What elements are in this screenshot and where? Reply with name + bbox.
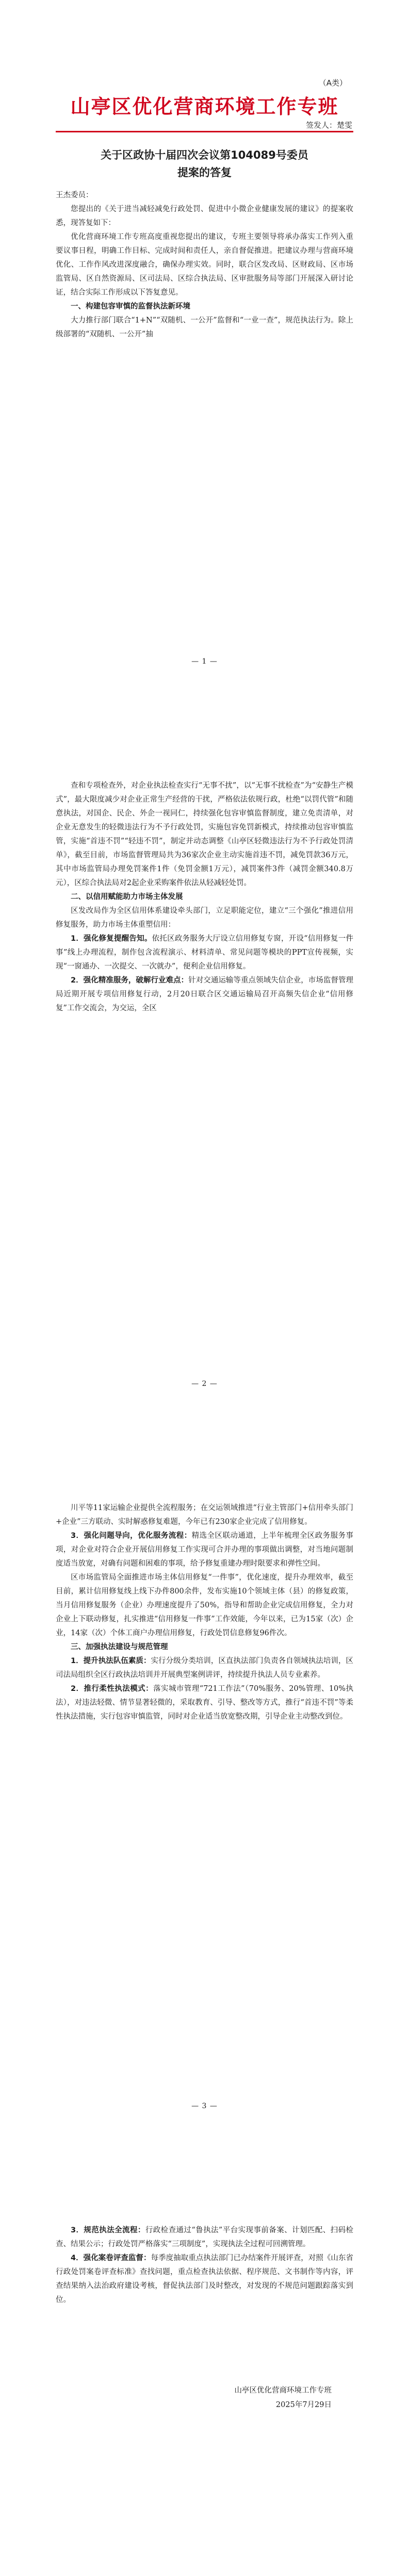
signature-block (235, 2383, 332, 2412)
page-number: — 1 — (191, 657, 218, 666)
list-item-body: 落实城市管理“721工作法”（70%服务、20%管理、10%执法），对违法轻微、情节显著轻微的，采取教育、引导、整改等方式，推行“首违不罚”等柔性执法措施，实行包容审慎监管，同时对企业适当放宽整改期，引导企业主动整改到位。 (56, 1685, 353, 1721)
document-page-2 (0, 722, 409, 1445)
paragraph: 区发改局作为全区信用体系建设牵头部门，立足职能定位，建立“三个强化”推进信用修复服务，助力市场主体重塑信用： (56, 907, 353, 929)
list-item (56, 974, 353, 1015)
list-item-title: 1．强化修复提醒告知。 (71, 935, 152, 943)
document-title-line-2: 提案的答复 (177, 166, 232, 179)
list-item-title: 3．规范执法全流程： (71, 2226, 145, 2234)
masthead-title: 山亭区优化营商环境工作专班 (70, 95, 339, 118)
list-item-body: 精选全区联动通道，上半年梳理全区政务服务事项，对企业对符合企业开展信用修复工作实现可合并办理的事项做出调整，对当地问题制度适当放宽，对确有问题和困难的事项，给予修复重建办理时限要求和弹性空间。 (56, 1532, 354, 1568)
paragraph: 区市场监管局全面推进市场主体信用修复“一件事”，优化速度，提升办理效率，截至目前，累计信用修复线上线下办件800余件，发布实施10个领域主体（县）的修复政策，当月信用修复服务（企业）办理速度提升了50%，指导和帮助企业完成信用修复，全力对企业上下联动修复，扎实推进“信用修复一件事”工作效能，今年以来，已为15家（次）企业，14家（次）个体工商户办理信用修复，行政处罚信息修复96件次。 (56, 1573, 353, 1637)
page-2-body (56, 779, 353, 1015)
paragraph: 川平等11家运输企业提供全流程服务；在交运领域推进“行业主管部门+信用牵头部门+企业”三方联动、实时解惑修复难题，今年已有230家企业完成了信用修复。 (56, 1504, 353, 1526)
list-item-title: 2．强化精准服务，破解行业难点： (71, 976, 189, 985)
list-item-body: 依托区政务服务大厅设立信用修复专窗，开设“信用修复一件事”线上办理流程，制作包含流程演示、材料清单、常见问题等模块的PPT宣传视频，实现“一窗通办、一次提交、一次就办”，便利企业信用修复。 (56, 935, 353, 971)
list-item-body: 针对交通运输等重点领域失信企业，市场监督管理局近期开展专项信用修复行动，2月20日联合区交通运输局召开高频失信企业“信用修复”工作交流会，为交运，全区 (56, 976, 353, 1012)
paragraph: 优化营商环境工作专班高度重视您提出的建议，专班主要领导将承办落实工作列入重要议事日程，明确工作目标、完成时间和责任人，亲自督促推进。把建议办理与营商环境优化、工作作风改进深度融合，确保办理实效。同时，联合区发改局、区财政局、区市场监管局、区自然资源局、区司法局、区综合执法局、区审批服务局等部门开展深入研讨论证，结合实际工作形成以下答复意见。 (56, 233, 353, 297)
paragraph: 大力推行部门联合“1+N”“双随机、一公开”监督和“一业一查”，规范执法行为。除上级部署的“双随机、一公开”抽 (56, 316, 353, 338)
list-item-body: 实行分级分类培训，区直执法部门负责各自领域执法培训，区司法局组织全区行政执法培训并开展典型案例讲评，持续提升执法人员专业素养。 (56, 1657, 354, 1679)
page-3-body (56, 1501, 353, 1724)
signer-label: 签发人：楚雯 (305, 121, 352, 130)
list-item (56, 2224, 353, 2251)
salutation: 王杰委员： (56, 191, 93, 199)
list-item-title: 4．强化案卷评查监督： (71, 2254, 151, 2262)
page-number: — 3 — (191, 2102, 218, 2110)
document-grade: （A类） (318, 78, 347, 88)
page-1-body (56, 189, 353, 342)
list-item-body: 每季度抽取重点执法部门已办结案件开展评查，对照《山东省行政处罚案卷评查标准》查找问题，重点检查执法依据、程序规范、文书制作等内容，评查结果纳入法治政府建设考核，督促执法部门及时整改，对发现的不规范问题跟踪落实到位。 (56, 2254, 354, 2304)
list-item (56, 932, 353, 974)
masthead-red-rule (56, 131, 353, 132)
list-item-title: 3．强化问题导向，优化服务流程： (71, 1532, 192, 1540)
page-4-body (56, 2224, 353, 2307)
paragraph: 查和专项检查外，对企业执法检查实行“无事不扰”，以“无事不扰检查”为“安静生产模式”，最大限度减少对企业正常生产经营的干扰，严格依法依规行政，杜绝“以罚代管”和随意执法，对国企、民企、外企一视同仁，持续强化包容审慎监督制度，建立免责清单，对企业无意发生的轻微违法行为不予行政处罚，实施包容免罚新模式，持续推动包容审慎监管，实施“首违不罚”“轻违不罚”，制定并动态调整《山亭区轻微违法行为不予行政处罚清单》，截至目前，市场监督管理局共为36家次企业主动实施首违不罚，减免罚款36万元，其中市场监管局办理免罚案件1件（免罚金额1万元），减罚案件3件（减罚金额340.8万元），区综合执法局对2起企业采购案件依法从轻减轻处罚。 (56, 782, 353, 887)
list-item (56, 2251, 353, 2307)
list-item (56, 1529, 353, 1571)
signature-org: 山亭区优化营商环境工作专班 (234, 2386, 332, 2395)
document-title-line-1: 关于区政协十届四次会议第104089号委员 (101, 149, 308, 161)
list-item-title: 2．推行柔性执法模式： (71, 1685, 154, 1693)
document-page-1 (0, 0, 409, 722)
document-title (56, 146, 353, 181)
paragraph: 您提出的《关于进当减轻减免行政处罚、促进中小微企业健康发展的建议》的提案收悉，现答复如下： (56, 205, 353, 227)
page-number: — 2 — (191, 1380, 218, 1388)
section-heading-2: 二、以信用赋能助力市场主体发展 (71, 893, 183, 901)
document-page-3 (0, 1445, 409, 2167)
list-item (56, 1682, 353, 1724)
list-item-body: 行政检查通过“鲁执法”平台实现事前备案、计划匹配、扫码检查、结果公示；行政处罚严格落实“三项制度”，实现执法全过程可回溯管理。 (56, 2226, 354, 2248)
section-heading-3: 三、加强执法建设与规范管理 (71, 1643, 168, 1651)
list-item-title: 1．提升执法队伍素质： (71, 1657, 151, 1665)
document-page-4 (0, 2167, 409, 2576)
list-item (56, 1654, 353, 1682)
signature-date: 2025年7月29日 (275, 2401, 332, 2409)
section-heading-1: 一、构建包容审慎的监督执法新环境 (71, 302, 190, 311)
